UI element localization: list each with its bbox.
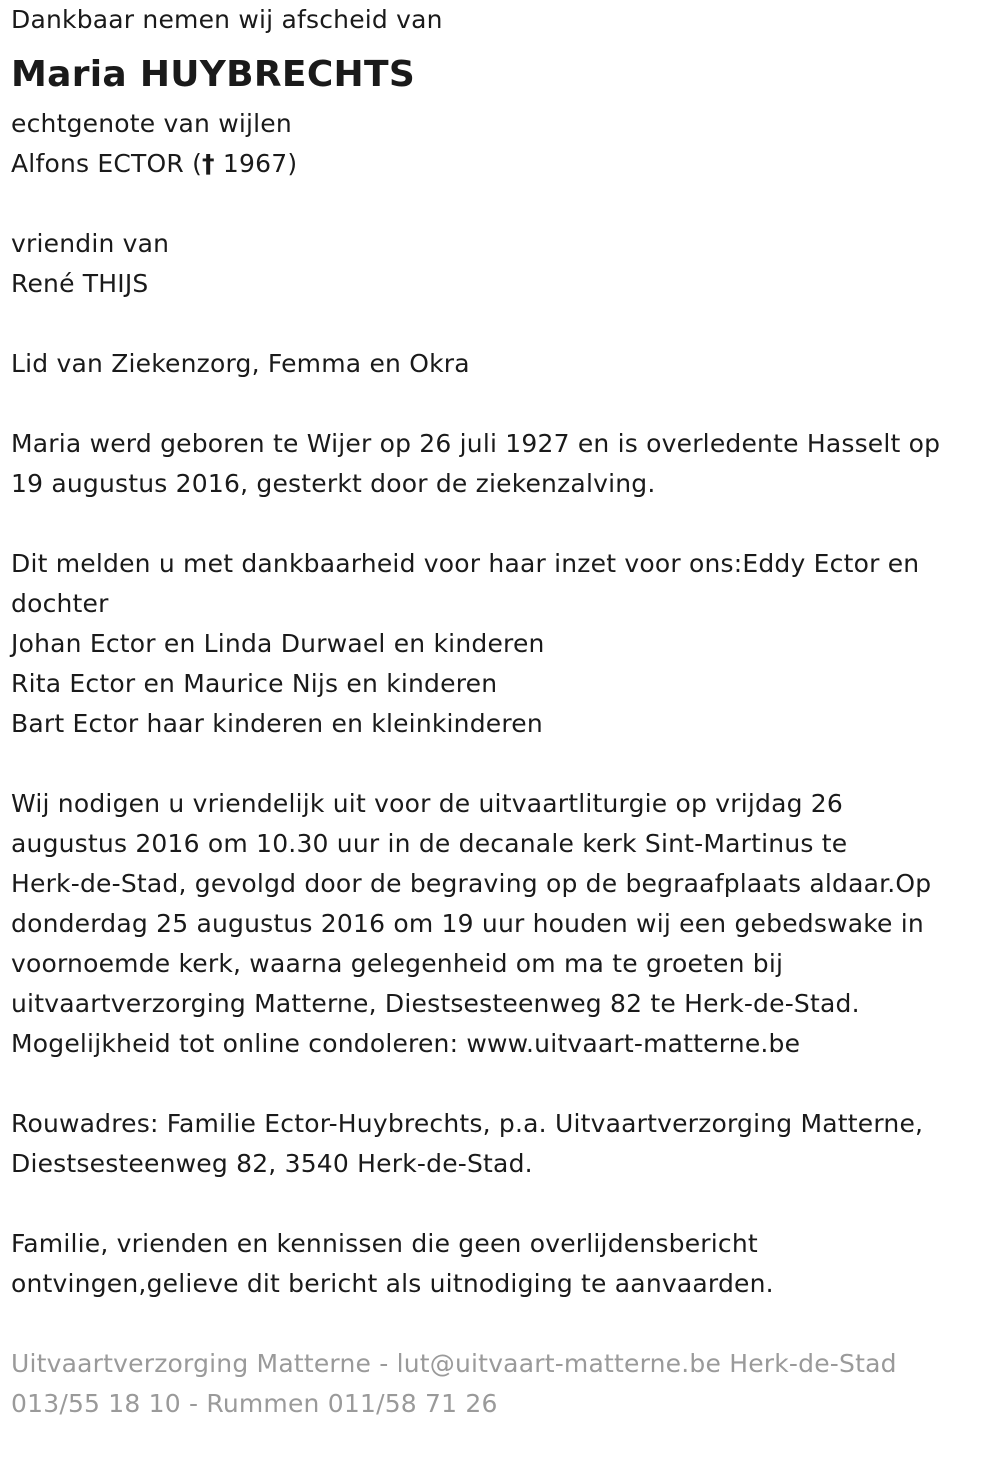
invitation-line: donderdag 25 augustus 2016 om 19 uur houden wij een gebedswake in bbox=[11, 909, 924, 938]
family-paragraph bbox=[11, 544, 991, 744]
family-line: Johan Ector en Linda Durwael en kinderen bbox=[11, 629, 545, 658]
family-line: Rita Ector en Maurice Nijs en kinderen bbox=[11, 669, 498, 698]
friend-name: René THIJS bbox=[11, 269, 149, 298]
closing-paragraph bbox=[11, 1224, 991, 1304]
obituary-card bbox=[11, 0, 991, 1424]
closing-line: ontvingen,gelieve dit bericht als uitnodiging te aanvaarden. bbox=[11, 1269, 774, 1298]
address-line: Diestsesteenweg 82, 3540 Herk-de-Stad. bbox=[11, 1149, 533, 1178]
paragraph-line: Maria werd geboren te Wijer op 26 juli 1927 en is overledente Hasselt op bbox=[11, 429, 941, 458]
friend-label: vriendin van bbox=[11, 229, 170, 258]
paragraph-line: 19 augustus 2016, gesterkt door de ziekenzalving. bbox=[11, 469, 656, 498]
cross-icon: † bbox=[202, 149, 215, 178]
invitation-line: voornoemde kerk, waarna gelegenheid om ma te groeten bij bbox=[11, 949, 784, 978]
invitation-line: Herk-de-Stad, gevolgd door de begraving op de begraafplaats aldaar.Op bbox=[11, 869, 932, 898]
family-line: dochter bbox=[11, 589, 109, 618]
invitation-line: Wij nodigen u vriendelijk uit voor de uitvaartliturgie op vrijdag 26 bbox=[11, 789, 844, 818]
invitation-line: uitvaartverzorging Matterne, Diestsesteenweg 82 te Herk-de-Stad. bbox=[11, 989, 860, 1018]
intro-text: Dankbaar nemen wij afscheid van bbox=[11, 5, 443, 34]
funeral-home-footer bbox=[11, 1344, 991, 1424]
spouse-death-year: 1967) bbox=[214, 149, 298, 178]
family-line: Bart Ector haar kinderen en kleinkinderen bbox=[11, 709, 543, 738]
invitation-line: Mogelijkheid tot online condoleren: www.uitvaart-matterne.be bbox=[11, 1029, 801, 1058]
address-paragraph bbox=[11, 1104, 991, 1184]
spouse-name bbox=[11, 144, 991, 184]
spouse-name-text: Alfons ECTOR ( bbox=[11, 149, 203, 178]
deceased-name: Maria HUYBRECHTS bbox=[11, 54, 416, 95]
footer-line: 013/55 18 10 - Rummen 011/58 71 26 bbox=[11, 1389, 498, 1418]
invitation-line: augustus 2016 om 10.30 uur in de decanale kerk Sint-Martinus te bbox=[11, 829, 848, 858]
closing-line: Familie, vrienden en kennissen die geen overlijdensbericht bbox=[11, 1229, 758, 1258]
invitation-paragraph bbox=[11, 784, 991, 1064]
address-line: Rouwadres: Familie Ector-Huybrechts, p.a. Uitvaartverzorging Matterne, bbox=[11, 1109, 924, 1138]
spouse-label: echtgenote van wijlen bbox=[11, 109, 292, 138]
birth-death-paragraph bbox=[11, 424, 991, 504]
family-line: Dit melden u met dankbaarheid voor haar inzet voor ons:Eddy Ector en bbox=[11, 549, 920, 578]
footer-line: Uitvaartverzorging Matterne - lut@uitvaart-matterne.be Herk-de-Stad bbox=[11, 1349, 897, 1378]
membership-text: Lid van Ziekenzorg, Femma en Okra bbox=[11, 349, 470, 378]
